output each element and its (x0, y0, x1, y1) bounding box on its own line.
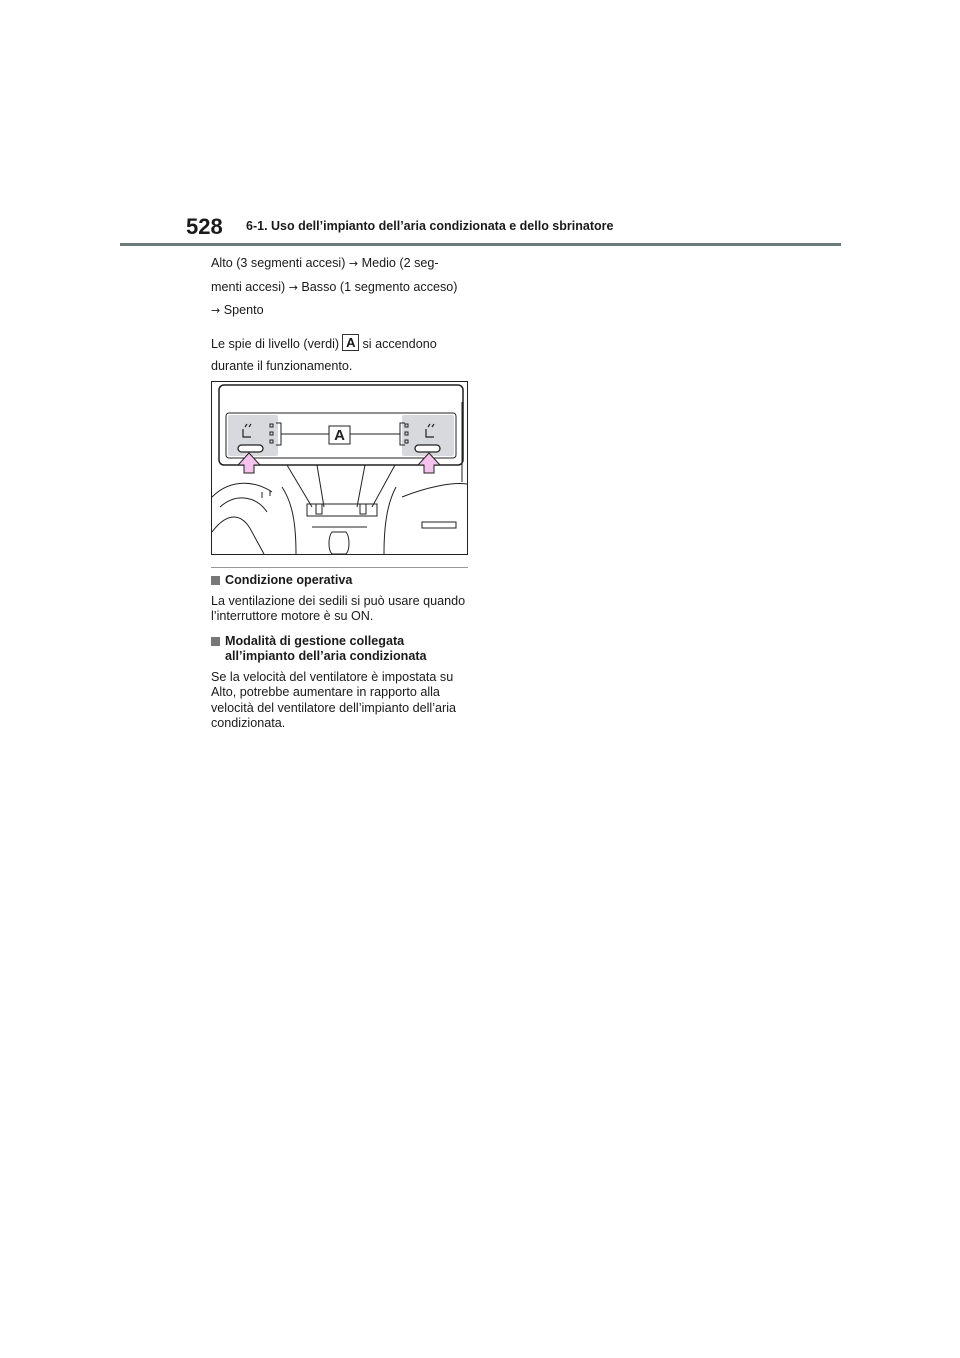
callout-ref-a: A (342, 334, 359, 351)
arrow-right-icon: → (348, 257, 359, 270)
lamps-paragraph: Le spie di livello (verdi) A si accendono (211, 334, 437, 351)
page-number: 528 (186, 214, 223, 239)
square-bullet-icon (211, 637, 220, 646)
note-text: La ventilazione dei sedili si può usare quando l’interruttore motore è su ON. (211, 593, 466, 623)
callout-label-a: A (334, 427, 345, 444)
square-bullet-icon (211, 576, 220, 585)
arrow-right-icon: → (288, 280, 298, 294)
chapter-title: 6-1. Uso dell’impianto dell’aria condizionata e dello sbrinatore (246, 219, 614, 233)
note-operating-condition (211, 573, 471, 625)
speed-sequence-line-3: → Spento (211, 303, 264, 317)
arrow-right-icon: → (211, 304, 221, 317)
note-heading: Condizione operativa (211, 573, 471, 589)
notes-sections (211, 573, 471, 741)
dashboard-illustration (212, 382, 467, 554)
header-rule (120, 243, 841, 246)
lamps-paragraph-line-2: durante il funzionamento. (211, 359, 353, 373)
note-heading: Modalità di gestione collegata all’impianto dell’aria condizionata (211, 634, 471, 665)
note-text: Se la velocità del ventilatore è impostata su Alto, potrebbe aumentare in rapporto alla velocità del ventilatore dell’impianto dell’aria condizionata. (211, 669, 457, 730)
speed-sequence-line-1: Alto (3 segmenti accesi) → Medio (2 seg- (211, 256, 439, 270)
speed-sequence-line-2: menti accesi) → Basso (1 segmento acceso) (211, 279, 458, 294)
seat-ventilation-figure (211, 381, 468, 555)
section-divider (211, 567, 468, 568)
zoom-lines (287, 465, 395, 507)
body-text (211, 252, 471, 378)
left-switch-button (238, 445, 263, 452)
note-linked-mode (211, 634, 471, 732)
right-switch-button (415, 445, 440, 452)
